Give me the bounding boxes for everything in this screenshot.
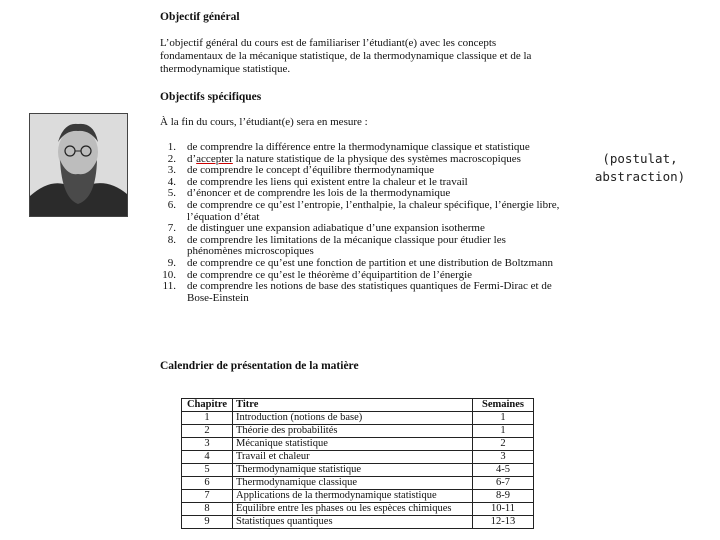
cell-title: Travail et chaleur	[233, 451, 473, 464]
cell-weeks: 1	[473, 412, 534, 425]
item-text: de comprendre les notions de base des statistiques quantiques de Fermi-Dirac et de Bose-Einstein	[187, 280, 552, 304]
item-text: de comprendre ce qu’est une fonction de partition et une distribution de Boltzmann	[187, 256, 553, 269]
cell-chapter: 6	[182, 477, 233, 490]
cell-title: Applications de la thermodynamique statistique	[233, 490, 473, 503]
cell-weeks: 4-5	[473, 464, 534, 477]
objective-item	[160, 281, 560, 304]
cell-title: Théorie des probabilités	[233, 425, 473, 438]
item-text: de comprendre ce qu’est le théorème d’équipartition de l’énergie	[187, 268, 473, 281]
table-row	[182, 451, 534, 464]
item-number: 8.	[167, 233, 176, 246]
cell-chapter: 2	[182, 425, 233, 438]
table-row	[182, 516, 534, 529]
table-row	[182, 503, 534, 516]
item-number: 2.	[167, 152, 176, 165]
item-number: 3.	[167, 164, 176, 177]
cell-chapter: 4	[182, 451, 233, 464]
schedule-heading: Calendrier de présentation de la matière	[160, 360, 359, 372]
cell-title: Thermodynamique statistique	[233, 464, 473, 477]
item-number: 6.	[167, 198, 176, 211]
side-note	[592, 150, 688, 186]
header-title: Titre	[233, 399, 473, 412]
cell-weeks: 3	[473, 451, 534, 464]
item-number: 1.	[167, 141, 176, 153]
side-note-line: (postulat,	[602, 151, 678, 166]
objective-general-heading: Objectif général	[160, 11, 240, 23]
portrait-icon	[30, 114, 127, 216]
objective-item	[160, 235, 560, 258]
schedule-table	[181, 398, 534, 529]
table-row	[182, 464, 534, 477]
header-weeks: Semaines	[473, 399, 534, 412]
cell-weeks: 1	[473, 425, 534, 438]
cell-title: Thermodynamique classique	[233, 477, 473, 490]
cell-weeks: 6-7	[473, 477, 534, 490]
objectives-intro: À la fin du cours, l’étudiant(e) sera en mesure :	[160, 116, 368, 128]
side-note-line: abstraction)	[594, 169, 686, 184]
cell-weeks: 2	[473, 438, 534, 451]
portrait-photo	[29, 113, 128, 217]
item-text: de comprendre la différence entre la thermodynamique classique et statistique	[187, 141, 530, 153]
table-row	[182, 438, 534, 451]
cell-weeks: 8-9	[473, 490, 534, 503]
cell-chapter: 3	[182, 438, 233, 451]
table-row	[182, 490, 534, 503]
item-text: la nature statistique de la physique des systèmes macroscopiques	[232, 152, 521, 165]
objective-general-text: L’objectif général du cours est de familiariser l’étudiant(e) avec les concepts fondamentaux de la mécanique statistique, de la thermodynamique classique et de la thermodynamique statistique.	[160, 37, 532, 75]
item-text: de comprendre les limitations de la mécanique classique pour étudier les phénomènes microscopiques	[187, 233, 506, 258]
cell-chapter: 8	[182, 503, 233, 516]
item-number: 11.	[162, 280, 176, 293]
cell-title: Mécanique statistique	[233, 438, 473, 451]
cell-title: Introduction (notions de base)	[233, 412, 473, 425]
objectives-specific-heading: Objectifs spécifiques	[160, 91, 262, 103]
table-row	[182, 477, 534, 490]
cell-title: Équilibre entre les phases ou les espèces chimiques	[233, 503, 473, 516]
table-header-row	[182, 399, 534, 412]
objectives-list	[160, 142, 560, 304]
item-text: d’énoncer et de comprendre les lois de la thermodynamique	[187, 187, 451, 200]
item-text: de distinguer une expansion adiabatique d’une expansion isotherme	[187, 222, 485, 235]
item-underlined: accepter	[196, 152, 233, 165]
item-number: 7.	[167, 222, 176, 235]
cell-title: Statistiques quantiques	[233, 516, 473, 529]
table-row	[182, 425, 534, 438]
item-prefix: d’	[187, 152, 197, 165]
cell-chapter: 7	[182, 490, 233, 503]
item-text: de comprendre les liens qui existent entre la chaleur et le travail	[187, 175, 468, 188]
item-number: 4.	[167, 175, 176, 188]
cell-chapter: 9	[182, 516, 233, 529]
objective-item	[160, 200, 560, 223]
header-chapter: Chapitre	[182, 399, 233, 412]
table-row	[182, 412, 534, 425]
item-number: 5.	[167, 187, 176, 200]
cell-weeks: 12-13	[473, 516, 534, 529]
item-number: 9.	[167, 256, 176, 269]
cell-weeks: 10-11	[473, 503, 534, 516]
cell-chapter: 5	[182, 464, 233, 477]
item-text: de comprendre ce qu’est l’entropie, l’enthalpie, la chaleur spécifique, l’énergie libre, l’équation d’état	[187, 198, 560, 223]
item-number: 10.	[162, 268, 176, 281]
item-text: de comprendre le concept d’équilibre thermodynamique	[187, 164, 435, 177]
cell-chapter: 1	[182, 412, 233, 425]
